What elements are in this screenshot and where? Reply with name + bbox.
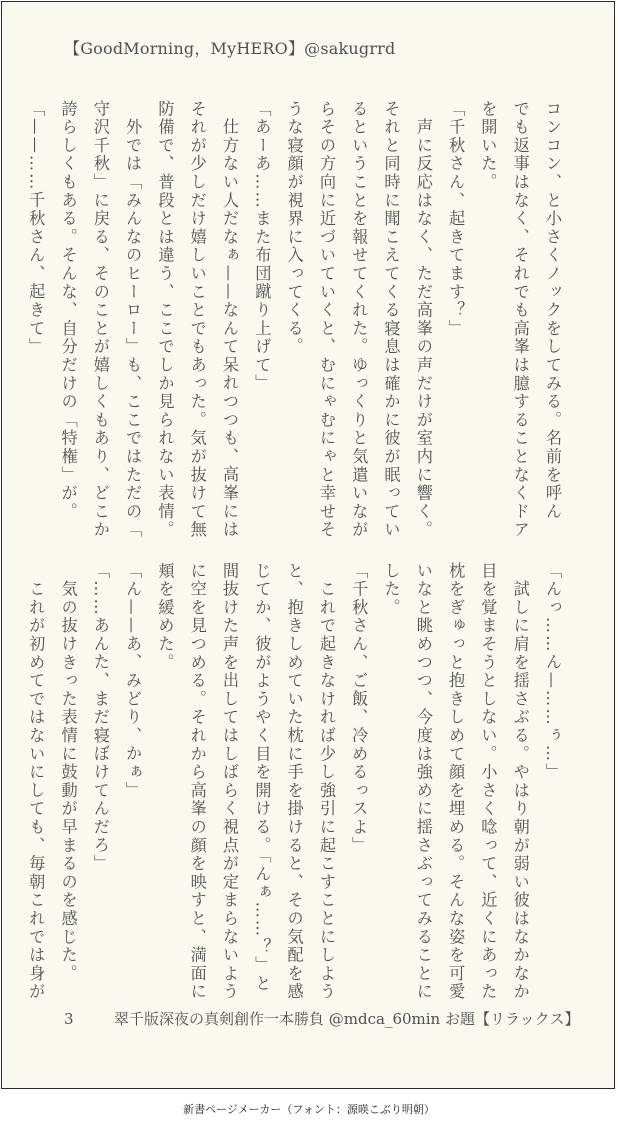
footer-text: 翠千版深夜の真剣創作一本勝負 @mdca_60min お題【リラックス】: [114, 1010, 580, 1028]
text-line: 枕をぎゅっと抱きしめて顔を埋める。そんな姿を可愛: [446, 562, 466, 1002]
text-line: 気の抜けきった表情に鼓動が早まるのを感じた。: [58, 562, 78, 983]
text-line: るということを報せてくれた。ゆっくりと気遣いなが: [349, 100, 369, 540]
text-line: 「ん——あ、みどり、かぁ」: [123, 562, 143, 800]
text-line: 「んっ……ん—……ぅ…」: [543, 562, 562, 782]
text-line: 外では「みんなのヒーロー」も、ここではただの「: [123, 100, 143, 540]
text-line: 「千秋さん、ご飯、冷めるっスよ」: [349, 562, 369, 855]
text-line: じてか、彼がようやく目を開ける。「んぁ……？」と: [252, 562, 272, 994]
novel-page: [1, 1, 615, 1089]
text-line: 誇らしくもある。そんな、自分だけの「特権」が。: [58, 100, 78, 521]
text-line: コンコン、と小さくノックをしてみる。名前を呼ん: [543, 100, 562, 521]
text-line: 「……あんた、まだ寝ぼけてんだろ」: [90, 562, 110, 874]
text-line: 目を覚まそうとしない。小さく唸って、近くにあった: [478, 562, 498, 1002]
text-line: これで起きなければ少し強引に起こすことにしよう: [316, 562, 336, 1002]
text-line: した。: [381, 562, 401, 617]
text-line: と、抱きしめていた枕に手を掛けると、その気配を感: [284, 562, 304, 1002]
page-footer: [64, 1008, 580, 1029]
text-line: 「千秋さん、起きてます？」: [446, 100, 466, 338]
text-line: いなと眺めつつ、今度は強めに揺さぶってみることに: [413, 562, 433, 1002]
text-line: 頬を緩めた。: [155, 562, 175, 672]
text-line: 試しに肩を揺さぶる。やはり朝が弱い彼はなかなか: [510, 562, 530, 1002]
page-number: 3: [64, 1010, 74, 1028]
page-header: 【GoodMorning，MyHERO】@sakugrrd: [64, 39, 396, 58]
generator-caption: 新書ページメーカー（フォント：源暎こぶり明朝）: [183, 1103, 435, 1116]
text-line: 声に反応はなく、ただ高峯の声だけが室内に響く。: [413, 100, 433, 540]
text-line: 守沢千秋」に戻る、そのことが嬉しくもあり、どこか: [90, 100, 110, 540]
text-line: に空を見つめる。それから高峯の顔を映すと、満面に: [187, 562, 207, 1002]
text-line: を開いた。: [478, 100, 498, 192]
text-line: 仕方ない人だなぁ——なんて呆れつつも、高峯には: [220, 100, 240, 540]
text-line: それが少しだけ嬉しいことでもあった。気が抜けて無: [187, 100, 207, 540]
text-line: 防備で、普段とは違う、ここでしか見られない表情。: [155, 100, 175, 540]
upper-text-block: [26, 100, 568, 540]
text-line: うな寝顔が視界に入ってくる。: [284, 100, 304, 357]
text-line: でも返事はなく、それでも高峯は臆することなくドア: [510, 100, 530, 540]
text-line: それと同時に聞こえてくる寝息は確かに彼が眠ってい: [381, 100, 401, 540]
lower-text-block: [26, 562, 568, 1002]
text-line: 「あーあ……また布団蹴り上げて」: [252, 100, 272, 393]
text-line: 「——……千秋さん、起きて」: [26, 100, 46, 357]
text-line: これが初めてではないにしても、毎朝これでは身が: [26, 562, 46, 1002]
text-line: 間抜けた声を出してはしばらく視点が定まらないよう: [220, 562, 240, 1002]
text-line: らその方向に近づいていくと、むにゃむにゃと幸せそ: [316, 100, 336, 540]
